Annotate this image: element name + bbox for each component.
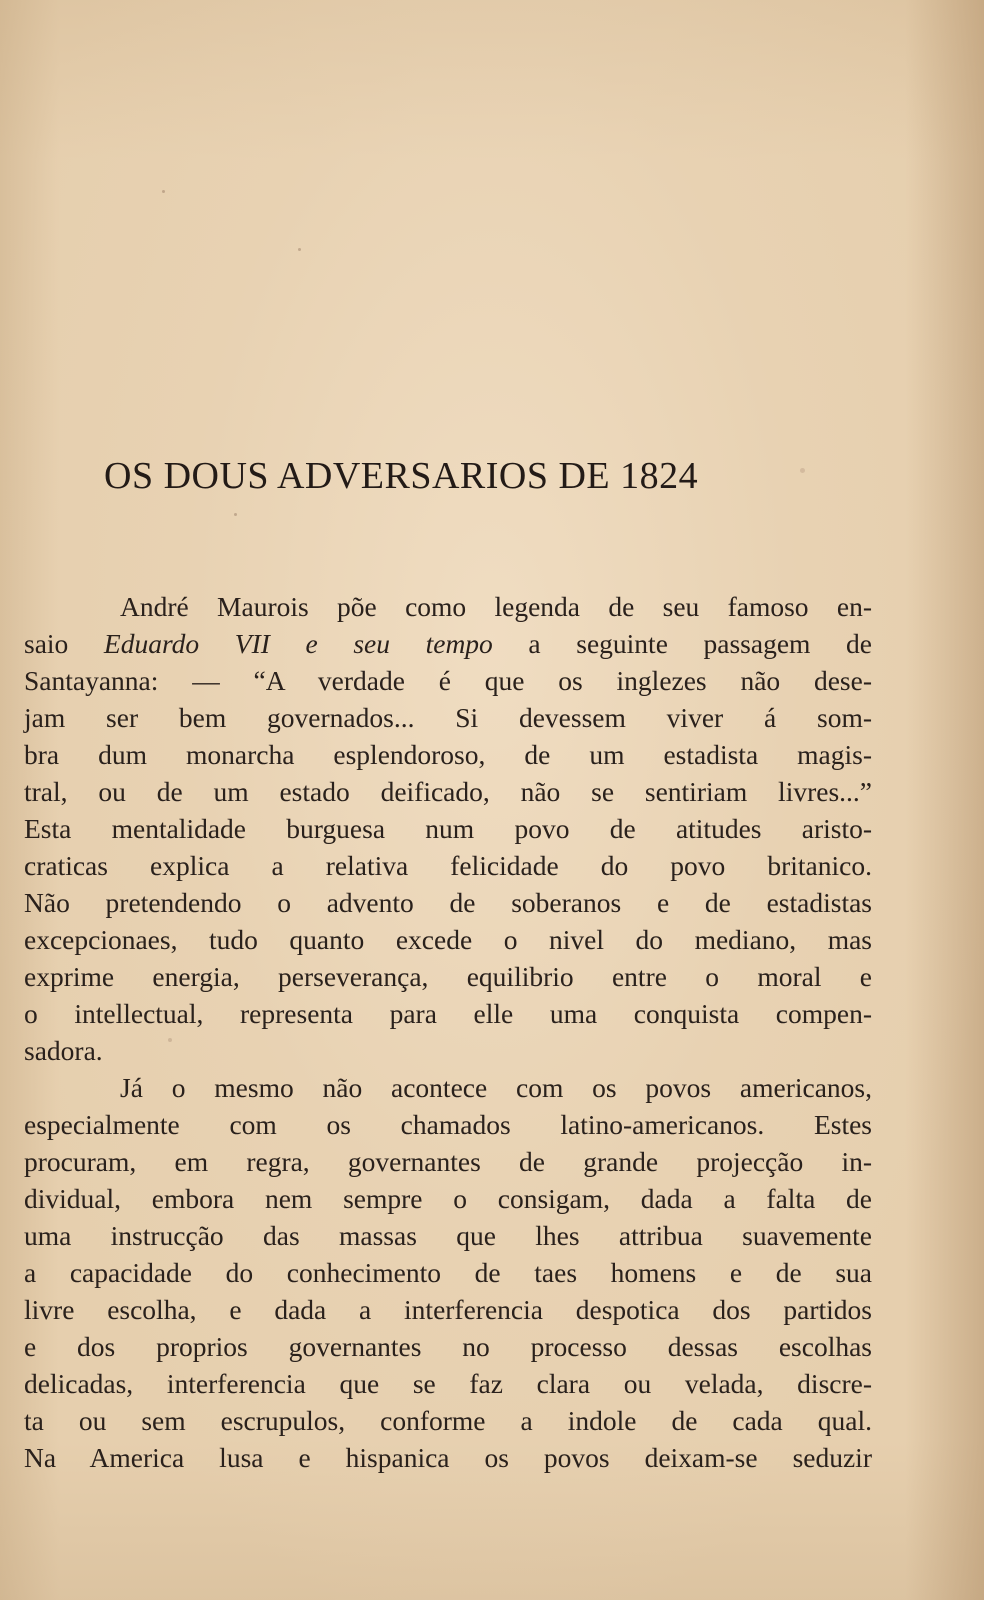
text-line: ta ou sem escrupulos, conforme a indole de cada qual.: [24, 1405, 872, 1436]
text-line: Não pretendendo o advento de soberanos e de estadistas: [24, 887, 872, 918]
text-line: André Maurois põe como legenda de seu famoso en-: [120, 591, 872, 622]
text-line: delicadas, interferencia que se faz clara ou velada, discre-: [24, 1368, 872, 1399]
paper-speck: [234, 513, 237, 516]
text-line: uma instrucção das massas que lhes attribua suavemente: [24, 1220, 872, 1251]
text-span: saio: [24, 628, 104, 659]
text-span: a seguinte passagem de: [492, 628, 872, 659]
paper-speck: [800, 468, 805, 473]
text-line: o intellectual, representa para elle uma conquista compen-: [24, 998, 872, 1029]
text-line: a capacidade do conhecimento de taes homens e de sua: [24, 1257, 872, 1288]
paper-speck: [298, 248, 301, 251]
text-line: [24, 625, 872, 662]
text-line: craticas explica a relativa felicidade do povo britanico.: [24, 850, 872, 881]
text-line: sadora.: [24, 1035, 103, 1066]
text-line: Esta mentalidade burguesa num povo de atitudes aristo-: [24, 813, 872, 844]
chapter-title: OS DOUS ADVERSARIOS DE 1824: [104, 455, 699, 497]
text-line: exprime energia, perseverança, equilibrio entre o moral e: [24, 961, 872, 992]
text-line: livre escolha, e dada a interferencia despotica dos partidos: [24, 1294, 872, 1325]
paper-speck: [168, 1038, 172, 1042]
text-line: Santayanna: — “A verdade é que os inglezes não dese-: [24, 665, 872, 696]
text-line: dividual, embora nem sempre o consigam, dada a falta de: [24, 1183, 872, 1214]
text-line: Na America lusa e hispanica os povos deixam-se seduzir: [24, 1442, 872, 1473]
body-text: [24, 588, 872, 1476]
text-line: tral, ou de um estado deificado, não se sentiriam livres...”: [24, 776, 872, 807]
text-line: bra dum monarcha esplendoroso, de um estadista magis-: [24, 739, 872, 770]
text-line: especialmente com os chamados latino-americanos. Estes: [24, 1109, 872, 1140]
text-line: Já o mesmo não acontece com os povos americanos,: [120, 1072, 872, 1103]
text-line: procuram, em regra, governantes de grande projecção in-: [24, 1146, 872, 1177]
text-line: excepcionaes, tudo quanto excede o nivel do mediano, mas: [24, 924, 872, 955]
book-title-italic: Eduardo VII e seu tempo: [103, 628, 493, 659]
text-line: jam ser bem governados... Si devessem viver á som-: [24, 702, 872, 733]
paper-speck: [162, 190, 165, 193]
text-line: e dos proprios governantes no processo dessas escolhas: [24, 1331, 872, 1362]
